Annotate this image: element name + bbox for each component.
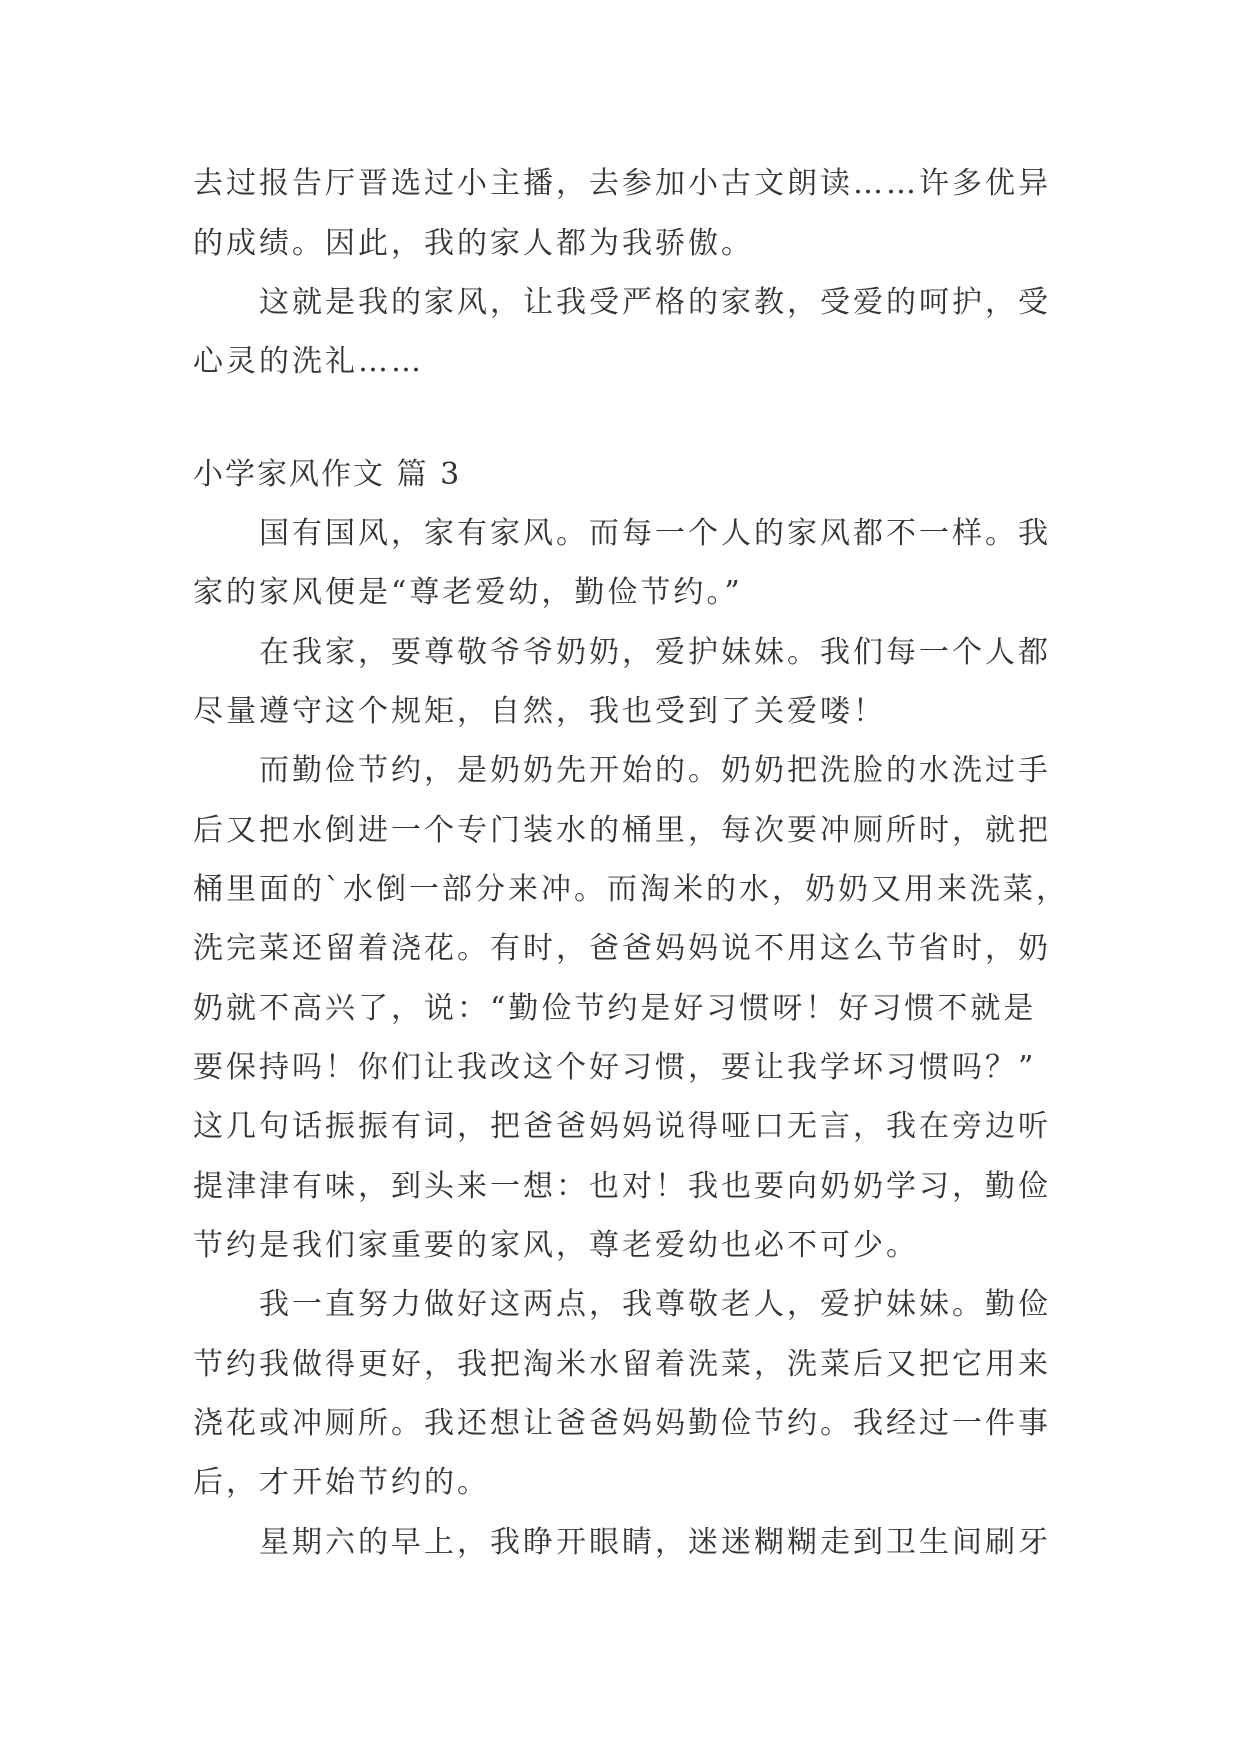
paragraph-line: 提津津有味，到头来一想：也对！我也要向奶奶学习，勤俭 [193,1169,1051,1204]
paragraph-line: 浇花或冲厕所。我还想让爸爸妈妈勤俭节约。我经过一件事 [193,1406,1051,1441]
paragraph-line: 奶就不高兴了，说：“勤俭节约是好习惯呀！好习惯不就是 [193,991,1037,1026]
paragraph-line: 在我家，要尊敬爷爷奶奶，爱护妹妹。我们每一个人都 [193,635,1051,670]
paragraph-line: 这几句话振振有词，把爸爸妈妈说得哑口无言，我在旁边听 [193,1109,1051,1144]
paragraph-line: 的成绩。因此，我的家人都为我骄傲。 [193,226,754,261]
paragraph-line: 国有国风，家有家风。而每一个人的家风都不一样。我 [193,516,1051,551]
paragraph-line: 节约是我们家重要的家风，尊老爱幼也必不可少。 [193,1228,919,1263]
paragraph-line: 后又把水倒进一个专门装水的桶里，每次要冲厕所时，就把 [193,813,1051,848]
paragraph-line: 而勤俭节约，是奶奶先开始的。奶奶把洗脸的水洗过手 [193,753,1051,788]
paragraph-line: 去过报告厅晋选过小主播，去参加小古文朗读……许多优异 [193,166,1051,201]
paragraph-line: 尽量遵守这个规矩，自然，我也受到了关爱喽！ [193,694,886,729]
paragraph-line: 我一直努力做好这两点，我尊敬老人，爱护妹妹。勤俭 [193,1287,1051,1322]
paragraph-line: 星期六的早上，我睁开眼睛，迷迷糊糊走到卫生间刷牙 [193,1525,1051,1560]
paragraph-line: 桶里面的`水倒一部分来冲。而淘米的水，奶奶又用来洗菜， [193,872,1069,907]
section-heading: 小学家风作文 篇 3 [193,457,462,492]
paragraph-line: 节约我做得更好，我把淘米水留着洗菜，洗菜后又把它用来 [193,1347,1051,1382]
paragraph-line: 心灵的洗礼…… [193,344,424,379]
paragraph-line: 后，才开始节约的。 [193,1465,490,1500]
paragraph-line: 家的家风便是“尊老爱幼，勤俭节约。” [193,575,743,610]
paragraph-line: 这就是我的家风，让我受严格的家教，受爱的呵护，受 [193,285,1051,320]
paragraph-line: 洗完菜还留着浇花。有时，爸爸妈妈说不用这么节省时，奶 [193,931,1051,966]
paragraph-line: 要保持吗！你们让我改这个好习惯，要让我学坏习惯吗？” [193,1050,1037,1085]
